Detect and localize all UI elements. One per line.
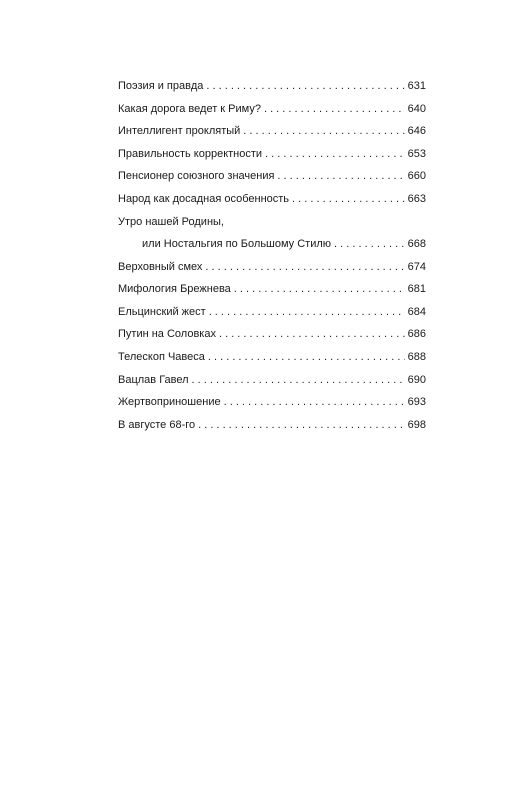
toc-entry-title: Поэзия и правда xyxy=(118,80,204,92)
toc-entry-page: 698 xyxy=(407,418,426,431)
toc-line xyxy=(118,394,426,411)
toc-entry[interactable] xyxy=(118,146,426,169)
table-of-contents xyxy=(118,78,426,439)
toc-entry-title: Интеллигент проклятый xyxy=(118,125,241,138)
toc-entry[interactable] xyxy=(118,214,426,259)
toc-entry-subtitle: или Ностальгия по Большому Стилю xyxy=(142,237,332,250)
toc-entry-page: 674 xyxy=(407,260,426,273)
dot-leader xyxy=(334,236,405,253)
toc-entry-page: 690 xyxy=(407,373,426,386)
toc-entry-page: 681 xyxy=(407,283,426,296)
toc-entry-page: 684 xyxy=(407,305,426,318)
toc-entry-title: Вацлав Гавел xyxy=(118,373,189,386)
toc-entry-title: Пенсионер союзного значения xyxy=(118,170,275,183)
toc-line xyxy=(118,146,426,163)
toc-entry[interactable] xyxy=(118,259,426,282)
toc-entry-page: 663 xyxy=(407,192,426,205)
dot-leader xyxy=(205,259,404,276)
dot-leader xyxy=(208,349,405,366)
toc-entry-page: 686 xyxy=(407,328,426,341)
dot-leader xyxy=(243,123,404,140)
toc-entry-title: Жертвоприношение xyxy=(118,396,221,409)
toc-entry-page: 688 xyxy=(407,350,426,363)
toc-entry-title: Мифология Брежнева xyxy=(118,283,231,296)
dot-leader xyxy=(277,168,404,185)
toc-entry[interactable] xyxy=(118,101,426,124)
dot-leader xyxy=(264,101,405,118)
toc-entry[interactable] xyxy=(118,326,426,349)
toc-entry[interactable] xyxy=(118,191,426,214)
toc-entry-page: 646 xyxy=(407,125,426,138)
toc-entry-title: В августе 68-го xyxy=(118,418,196,431)
toc-entry-page: 631 xyxy=(407,80,426,92)
toc-entry[interactable] xyxy=(118,281,426,304)
dot-leader xyxy=(265,146,405,163)
toc-entry-page: 653 xyxy=(407,147,426,160)
toc-line xyxy=(118,372,426,389)
toc-entry-title: Утро нашей Родины, xyxy=(118,215,224,228)
toc-line xyxy=(118,236,426,253)
toc-entry-page: 660 xyxy=(407,170,426,183)
toc-entry-title: Народ как досадная особенность xyxy=(118,192,290,205)
toc-entry[interactable] xyxy=(118,78,426,101)
dot-leader xyxy=(206,78,404,95)
toc-entry-page: 668 xyxy=(407,237,426,250)
toc-line xyxy=(118,168,426,185)
toc-entry[interactable] xyxy=(118,304,426,327)
toc-entry-page: 640 xyxy=(407,102,426,115)
dot-leader xyxy=(198,417,405,434)
toc-line xyxy=(118,417,426,434)
dot-leader xyxy=(224,394,405,411)
toc-line xyxy=(118,281,426,298)
toc-entry[interactable] xyxy=(118,417,426,440)
toc-entry-title: Путин на Соловках xyxy=(118,328,216,341)
toc-entry-title: Правильность корректности xyxy=(118,147,263,160)
toc-entry-page: 693 xyxy=(407,396,426,409)
toc-entry[interactable] xyxy=(118,168,426,191)
dot-leader xyxy=(192,372,405,389)
toc-line xyxy=(118,304,426,321)
toc-entry[interactable] xyxy=(118,349,426,372)
toc-line xyxy=(118,259,426,276)
dot-leader xyxy=(219,326,405,343)
toc-line xyxy=(118,101,426,118)
toc-entry[interactable] xyxy=(118,372,426,395)
toc-line xyxy=(118,326,426,343)
toc-entry[interactable] xyxy=(118,123,426,146)
toc-entry-title: Верховный смех xyxy=(118,260,203,273)
toc-entry-title: Какая дорога ведет к Риму? xyxy=(118,102,261,115)
dot-leader xyxy=(292,191,405,208)
toc-line xyxy=(118,78,426,95)
dot-leader xyxy=(209,304,405,321)
toc-entry-title: Ельцинский жест xyxy=(118,305,206,318)
toc-entry[interactable] xyxy=(118,394,426,417)
toc-entry-title: Телескоп Чавеса xyxy=(118,350,205,363)
toc-line xyxy=(118,349,426,366)
toc-line xyxy=(118,123,426,140)
dot-leader xyxy=(234,281,405,298)
toc-line xyxy=(118,191,426,208)
